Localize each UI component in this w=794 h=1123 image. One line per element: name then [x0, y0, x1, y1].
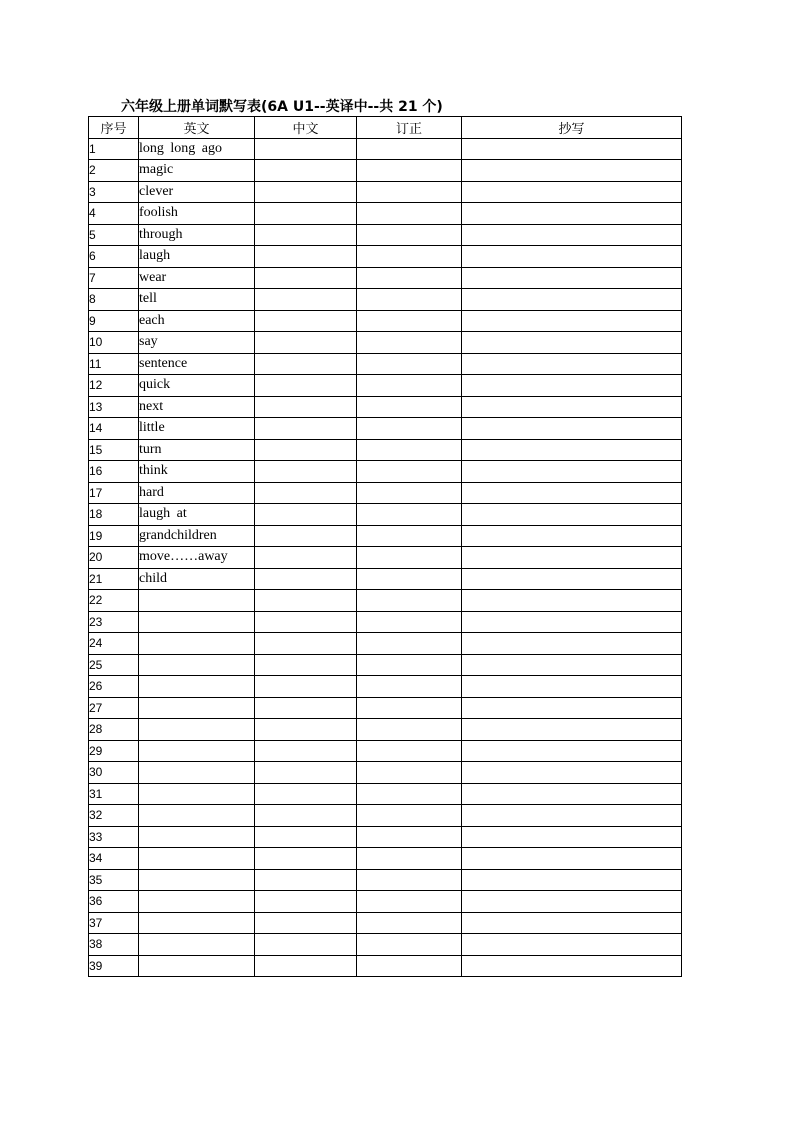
english-word-cell: quick: [139, 375, 255, 397]
table-row: [89, 848, 682, 870]
chinese-answer-cell[interactable]: [255, 396, 357, 418]
english-word-cell: [139, 805, 255, 827]
chinese-answer-cell[interactable]: [255, 719, 357, 741]
copy-cell[interactable]: [462, 224, 682, 246]
correction-cell[interactable]: [357, 611, 462, 633]
chinese-answer-cell[interactable]: [255, 289, 357, 311]
correction-cell[interactable]: [357, 267, 462, 289]
copy-cell[interactable]: [462, 504, 682, 526]
chinese-answer-cell[interactable]: [255, 590, 357, 612]
chinese-answer-cell[interactable]: [255, 439, 357, 461]
row-number: 22: [89, 590, 139, 612]
chinese-answer-cell[interactable]: [255, 482, 357, 504]
row-number: 34: [89, 848, 139, 870]
correction-cell[interactable]: [357, 482, 462, 504]
row-number: 29: [89, 740, 139, 762]
copy-cell[interactable]: [462, 203, 682, 225]
copy-cell[interactable]: [462, 719, 682, 741]
correction-cell[interactable]: [357, 547, 462, 569]
row-number: 21: [89, 568, 139, 590]
table-row: [89, 525, 682, 547]
copy-cell[interactable]: [462, 912, 682, 934]
table-row: [89, 396, 682, 418]
row-number: 36: [89, 891, 139, 913]
page-title: 六年级上册单词默写表(6A U1--英译中--共 21 个): [121, 99, 443, 115]
table-row: [89, 676, 682, 698]
english-word-cell: [139, 762, 255, 784]
correction-cell[interactable]: [357, 181, 462, 203]
row-number: 16: [89, 461, 139, 483]
correction-cell[interactable]: [357, 203, 462, 225]
copy-cell[interactable]: [462, 783, 682, 805]
chinese-answer-cell[interactable]: [255, 826, 357, 848]
row-number: 1: [89, 138, 139, 160]
table-row: [89, 461, 682, 483]
chinese-answer-cell[interactable]: [255, 332, 357, 354]
row-number: 31: [89, 783, 139, 805]
table-row: [89, 375, 682, 397]
copy-cell[interactable]: [462, 633, 682, 655]
table-row: [89, 762, 682, 784]
correction-cell[interactable]: [357, 504, 462, 526]
row-number: 18: [89, 504, 139, 526]
correction-cell[interactable]: [357, 246, 462, 268]
correction-cell[interactable]: [357, 353, 462, 375]
table-row: [89, 224, 682, 246]
correction-cell[interactable]: [357, 224, 462, 246]
english-word-cell: wear: [139, 267, 255, 289]
correction-cell[interactable]: [357, 826, 462, 848]
correction-cell[interactable]: [357, 719, 462, 741]
chinese-answer-cell[interactable]: [255, 762, 357, 784]
correction-cell[interactable]: [357, 805, 462, 827]
row-number: 13: [89, 396, 139, 418]
row-number: 30: [89, 762, 139, 784]
table-row: [89, 740, 682, 762]
table-row: [89, 590, 682, 612]
table-row: [89, 289, 682, 311]
table-row: [89, 783, 682, 805]
english-word-cell: [139, 697, 255, 719]
row-number: 25: [89, 654, 139, 676]
chinese-answer-cell[interactable]: [255, 676, 357, 698]
chinese-answer-cell[interactable]: [255, 783, 357, 805]
english-word-cell: child: [139, 568, 255, 590]
english-word-cell: [139, 848, 255, 870]
correction-cell[interactable]: [357, 891, 462, 913]
row-number: 6: [89, 246, 139, 268]
chinese-answer-cell[interactable]: [255, 504, 357, 526]
english-word-cell: think: [139, 461, 255, 483]
english-word-cell: [139, 891, 255, 913]
copy-cell[interactable]: [462, 525, 682, 547]
table-row: [89, 934, 682, 956]
row-number: 35: [89, 869, 139, 891]
header-chinese: 中文: [255, 117, 357, 139]
table-row: [89, 891, 682, 913]
english-word-cell: [139, 912, 255, 934]
english-word-cell: next: [139, 396, 255, 418]
copy-cell[interactable]: [462, 654, 682, 676]
word-dictation-table: [88, 116, 682, 977]
table-row: [89, 826, 682, 848]
english-word-cell: move……away: [139, 547, 255, 569]
chinese-answer-cell[interactable]: [255, 138, 357, 160]
copy-cell[interactable]: [462, 697, 682, 719]
table-row: [89, 310, 682, 332]
chinese-answer-cell[interactable]: [255, 912, 357, 934]
row-number: 23: [89, 611, 139, 633]
correction-cell[interactable]: [357, 955, 462, 977]
english-word-cell: [139, 654, 255, 676]
english-word-cell: [139, 676, 255, 698]
english-word-cell: little: [139, 418, 255, 440]
row-number: 27: [89, 697, 139, 719]
table-row: [89, 611, 682, 633]
correction-cell[interactable]: [357, 160, 462, 182]
table-row: [89, 719, 682, 741]
table-row: [89, 547, 682, 569]
row-number: 10: [89, 332, 139, 354]
chinese-answer-cell[interactable]: [255, 461, 357, 483]
row-number: 28: [89, 719, 139, 741]
row-number: 2: [89, 160, 139, 182]
correction-cell[interactable]: [357, 289, 462, 311]
table-row: [89, 697, 682, 719]
table-row: [89, 869, 682, 891]
row-number: 24: [89, 633, 139, 655]
chinese-answer-cell[interactable]: [255, 547, 357, 569]
table-row: [89, 203, 682, 225]
row-number: 11: [89, 353, 139, 375]
header-number: 序号: [89, 117, 139, 139]
english-word-cell: [139, 826, 255, 848]
table-row: [89, 160, 682, 182]
chinese-answer-cell[interactable]: [255, 525, 357, 547]
copy-cell[interactable]: [462, 246, 682, 268]
english-word-cell: magic: [139, 160, 255, 182]
correction-cell[interactable]: [357, 912, 462, 934]
row-number: 19: [89, 525, 139, 547]
english-word-cell: hard: [139, 482, 255, 504]
chinese-answer-cell[interactable]: [255, 934, 357, 956]
english-word-cell: [139, 934, 255, 956]
row-number: 15: [89, 439, 139, 461]
correction-cell[interactable]: [357, 654, 462, 676]
copy-cell[interactable]: [462, 353, 682, 375]
chinese-answer-cell[interactable]: [255, 246, 357, 268]
copy-cell[interactable]: [462, 826, 682, 848]
copy-cell[interactable]: [462, 267, 682, 289]
copy-cell[interactable]: [462, 762, 682, 784]
copy-cell[interactable]: [462, 396, 682, 418]
english-word-cell: [139, 719, 255, 741]
row-number: 14: [89, 418, 139, 440]
copy-cell[interactable]: [462, 181, 682, 203]
correction-cell[interactable]: [357, 461, 462, 483]
chinese-answer-cell[interactable]: [255, 740, 357, 762]
chinese-answer-cell[interactable]: [255, 375, 357, 397]
copy-cell[interactable]: [462, 611, 682, 633]
correction-cell[interactable]: [357, 697, 462, 719]
header-correction: 订正: [357, 117, 462, 139]
table-header-row: [89, 117, 682, 139]
copy-cell[interactable]: [462, 138, 682, 160]
chinese-answer-cell[interactable]: [255, 955, 357, 977]
english-word-cell: laugh: [139, 246, 255, 268]
correction-cell[interactable]: [357, 676, 462, 698]
english-word-cell: [139, 869, 255, 891]
row-number: 26: [89, 676, 139, 698]
table-row: [89, 181, 682, 203]
table-row: [89, 138, 682, 160]
correction-cell[interactable]: [357, 568, 462, 590]
chinese-answer-cell[interactable]: [255, 633, 357, 655]
correction-cell[interactable]: [357, 869, 462, 891]
table-row: [89, 418, 682, 440]
correction-cell[interactable]: [357, 418, 462, 440]
english-word-cell: through: [139, 224, 255, 246]
english-word-cell: [139, 955, 255, 977]
table-row: [89, 633, 682, 655]
table-row: [89, 439, 682, 461]
table-row: [89, 267, 682, 289]
english-word-cell: each: [139, 310, 255, 332]
copy-cell[interactable]: [462, 332, 682, 354]
row-number: 20: [89, 547, 139, 569]
correction-cell[interactable]: [357, 783, 462, 805]
row-number: 39: [89, 955, 139, 977]
copy-cell[interactable]: [462, 289, 682, 311]
copy-cell[interactable]: [462, 568, 682, 590]
copy-cell[interactable]: [462, 934, 682, 956]
row-number: 33: [89, 826, 139, 848]
correction-cell[interactable]: [357, 439, 462, 461]
row-number: 17: [89, 482, 139, 504]
english-word-cell: [139, 611, 255, 633]
copy-cell[interactable]: [462, 869, 682, 891]
copy-cell[interactable]: [462, 805, 682, 827]
copy-cell[interactable]: [462, 848, 682, 870]
copy-cell[interactable]: [462, 439, 682, 461]
table-row: [89, 482, 682, 504]
chinese-answer-cell[interactable]: [255, 224, 357, 246]
copy-cell[interactable]: [462, 590, 682, 612]
table-row: [89, 805, 682, 827]
correction-cell[interactable]: [357, 633, 462, 655]
table-row: [89, 955, 682, 977]
english-word-cell: long long ago: [139, 138, 255, 160]
correction-cell[interactable]: [357, 396, 462, 418]
table-row: [89, 654, 682, 676]
english-word-cell: [139, 783, 255, 805]
chinese-answer-cell[interactable]: [255, 353, 357, 375]
copy-cell[interactable]: [462, 461, 682, 483]
row-number: 5: [89, 224, 139, 246]
row-number: 12: [89, 375, 139, 397]
chinese-answer-cell[interactable]: [255, 568, 357, 590]
english-word-cell: clever: [139, 181, 255, 203]
correction-cell[interactable]: [357, 332, 462, 354]
copy-cell[interactable]: [462, 310, 682, 332]
row-number: 32: [89, 805, 139, 827]
header-copy: 抄写: [462, 117, 682, 139]
copy-cell[interactable]: [462, 418, 682, 440]
copy-cell[interactable]: [462, 955, 682, 977]
row-number: 9: [89, 310, 139, 332]
row-number: 4: [89, 203, 139, 225]
chinese-answer-cell[interactable]: [255, 891, 357, 913]
row-number: 37: [89, 912, 139, 934]
english-word-cell: foolish: [139, 203, 255, 225]
chinese-answer-cell[interactable]: [255, 267, 357, 289]
correction-cell[interactable]: [357, 590, 462, 612]
correction-cell[interactable]: [357, 375, 462, 397]
row-number: 3: [89, 181, 139, 203]
table-row: [89, 353, 682, 375]
chinese-answer-cell[interactable]: [255, 611, 357, 633]
table-row: [89, 504, 682, 526]
chinese-answer-cell[interactable]: [255, 160, 357, 182]
chinese-answer-cell[interactable]: [255, 203, 357, 225]
english-word-cell: [139, 590, 255, 612]
chinese-answer-cell[interactable]: [255, 697, 357, 719]
correction-cell[interactable]: [357, 138, 462, 160]
copy-cell[interactable]: [462, 547, 682, 569]
row-number: 7: [89, 267, 139, 289]
english-word-cell: turn: [139, 439, 255, 461]
copy-cell[interactable]: [462, 891, 682, 913]
chinese-answer-cell[interactable]: [255, 848, 357, 870]
english-word-cell: sentence: [139, 353, 255, 375]
copy-cell[interactable]: [462, 740, 682, 762]
copy-cell[interactable]: [462, 375, 682, 397]
copy-cell[interactable]: [462, 482, 682, 504]
table-row: [89, 568, 682, 590]
table-row: [89, 332, 682, 354]
english-word-cell: say: [139, 332, 255, 354]
copy-cell[interactable]: [462, 676, 682, 698]
row-number: 8: [89, 289, 139, 311]
english-word-cell: grandchildren: [139, 525, 255, 547]
chinese-answer-cell[interactable]: [255, 869, 357, 891]
correction-cell[interactable]: [357, 848, 462, 870]
chinese-answer-cell[interactable]: [255, 181, 357, 203]
correction-cell[interactable]: [357, 934, 462, 956]
chinese-answer-cell[interactable]: [255, 418, 357, 440]
chinese-answer-cell[interactable]: [255, 654, 357, 676]
header-english: 英文: [139, 117, 255, 139]
correction-cell[interactable]: [357, 740, 462, 762]
correction-cell[interactable]: [357, 762, 462, 784]
table-row: [89, 246, 682, 268]
english-word-cell: laugh at: [139, 504, 255, 526]
correction-cell[interactable]: [357, 525, 462, 547]
chinese-answer-cell[interactable]: [255, 310, 357, 332]
table-row: [89, 912, 682, 934]
copy-cell[interactable]: [462, 160, 682, 182]
english-word-cell: tell: [139, 289, 255, 311]
chinese-answer-cell[interactable]: [255, 805, 357, 827]
english-word-cell: [139, 740, 255, 762]
row-number: 38: [89, 934, 139, 956]
correction-cell[interactable]: [357, 310, 462, 332]
english-word-cell: [139, 633, 255, 655]
